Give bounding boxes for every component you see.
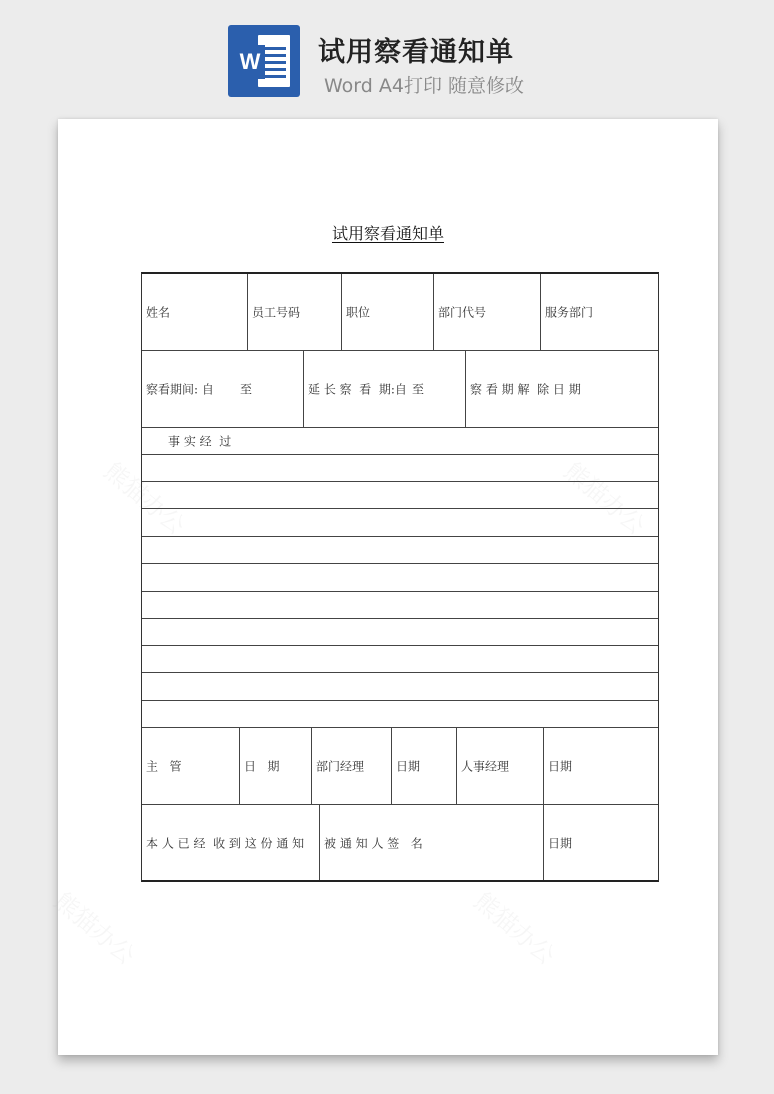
facts-line[interactable] [142,564,658,592]
dept-manager-field[interactable]: 部门经理 [312,728,392,804]
page-subtitle: Word A4打印 随意修改 [324,75,525,97]
form-table [141,272,659,882]
position-field[interactable]: 职位 [342,274,434,350]
facts-line[interactable] [142,455,658,482]
info-row [142,274,658,351]
page-title: 试用察看通知单 [318,37,514,68]
facts-line[interactable] [142,537,658,564]
facts-line[interactable] [142,482,658,509]
watermark: 熊猫办公 [468,886,561,970]
supervisor-field[interactable]: 主 管 [142,728,240,804]
facts-label: 事 实 经 过 [168,434,232,449]
word-letter: W [235,45,265,79]
service-department-field[interactable]: 服务部门 [545,305,594,320]
period-row [142,351,658,428]
acknowledgement-field[interactable]: 本 人 已 经 收 到 这 份 通 知 [142,805,320,880]
facts-line[interactable] [142,592,658,619]
watermark: 熊猫办公 [48,886,141,970]
extended-period-field[interactable]: 延 长 察 看 期:自 至 [304,351,466,427]
observation-period-field[interactable]: 察看期间: 自 至 [142,351,304,427]
hr-manager-field[interactable]: 人事经理 [457,728,544,804]
hr-manager-date-field[interactable]: 日期 [548,759,573,774]
signature-date-field[interactable]: 日期 [548,836,573,850]
document-page [48,119,718,1055]
facts-line[interactable] [142,701,658,728]
word-icon [228,25,300,97]
facts-line[interactable] [142,619,658,646]
department-code-field[interactable]: 部门代号 [434,274,541,350]
name-field[interactable]: 姓名 [142,274,248,350]
approval-row [142,728,658,805]
supervisor-date-field[interactable]: 日 期 [240,728,312,804]
facts-line[interactable] [142,509,658,537]
employee-id-field[interactable]: 员工号码 [248,274,342,350]
signature-row [142,805,658,880]
signature-field[interactable]: 被 通 知 人 签 名 [320,805,544,880]
facts-line[interactable] [142,646,658,673]
release-date-field[interactable]: 察 看 期 解 除 日 期 [470,382,581,397]
dept-manager-date-field[interactable]: 日期 [392,728,457,804]
watermark: 熊猫办公 [558,456,651,540]
facts-header-row [142,428,658,455]
document-title: 试用察看通知单 [331,224,444,243]
watermark: 熊猫办公 [98,456,191,540]
facts-line[interactable] [142,673,658,701]
header [0,0,774,110]
